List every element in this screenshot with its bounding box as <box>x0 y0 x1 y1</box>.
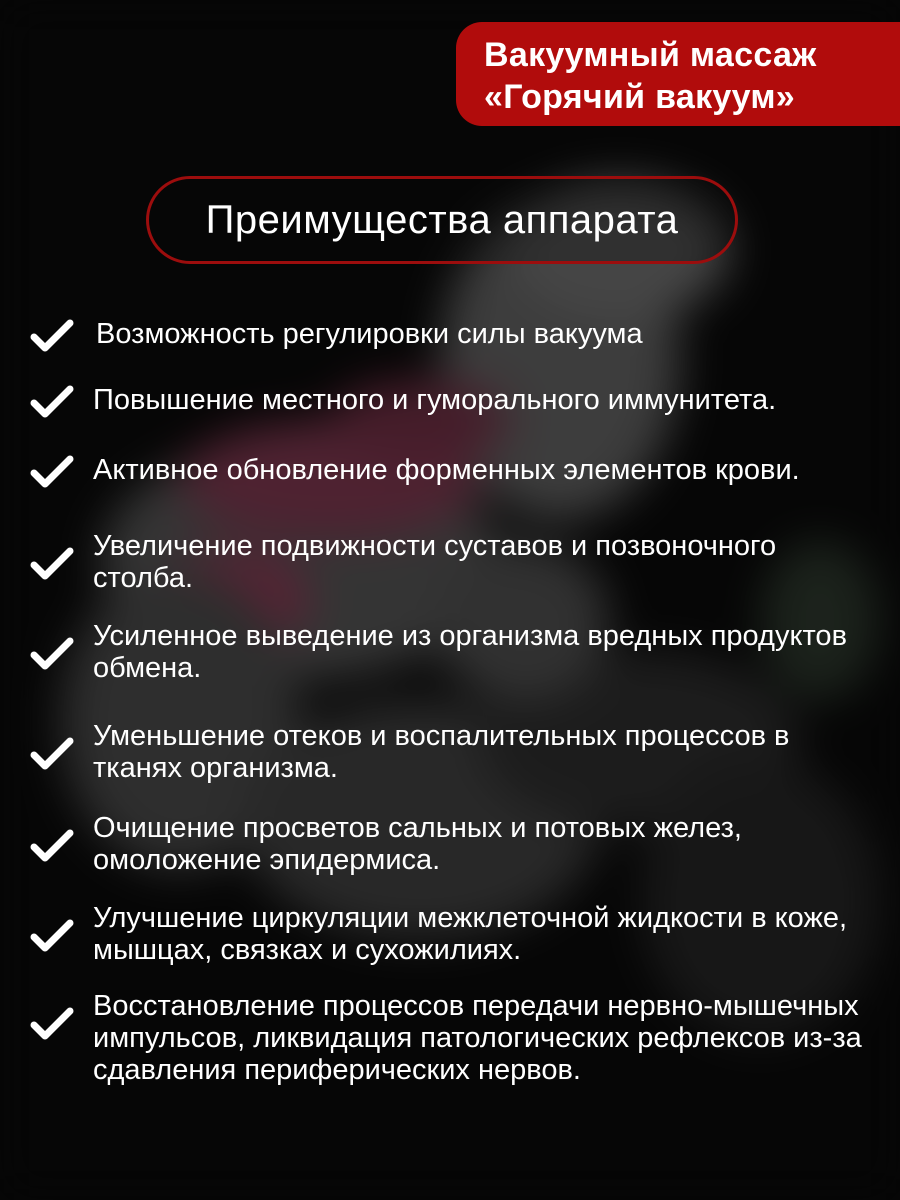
benefit-text: Уменьшение отеков и воспалительных процессов в тканях организма. <box>93 720 790 784</box>
title-line-1: Вакуумный массаж <box>484 36 817 74</box>
benefit-text: Активное обновление форменных элементов крови. <box>93 454 800 486</box>
check-icon <box>30 918 74 954</box>
section-title: Преимущества аппарата <box>205 197 679 242</box>
check-icon <box>30 736 74 772</box>
check-icon <box>30 828 74 864</box>
benefit-text: Повышение местного и гуморального иммунитета. <box>93 384 777 416</box>
benefit-text: Усиленное выведение из организма вредных продуктов обмена. <box>93 620 847 684</box>
check-icon <box>30 546 74 582</box>
benefit-text: Улучшение циркуляции межклеточной жидкости в коже, мышцах, связках и сухожилиях. <box>93 902 848 966</box>
check-icon <box>30 1006 74 1042</box>
benefit-text: Увеличение подвижности суставов и позвоночного столба. <box>93 530 777 594</box>
section-header <box>146 176 738 264</box>
benefit-text: Восстановление процессов передачи нервно-мышечных импульсов, ликвидация патологических рефлексов из-за сдавления периферических нервов. <box>93 990 862 1086</box>
title-line-2: «Горячий вакуум» <box>484 78 796 116</box>
benefit-text: Очищение просветов сальных и потовых желез, омоложение эпидермиса. <box>93 812 742 876</box>
check-icon <box>30 454 74 490</box>
check-icon <box>30 636 74 672</box>
check-icon <box>30 384 74 420</box>
check-icon <box>30 318 74 354</box>
benefit-text: Возможность регулировки силы вакуума <box>96 318 643 350</box>
title-badge <box>456 22 900 126</box>
